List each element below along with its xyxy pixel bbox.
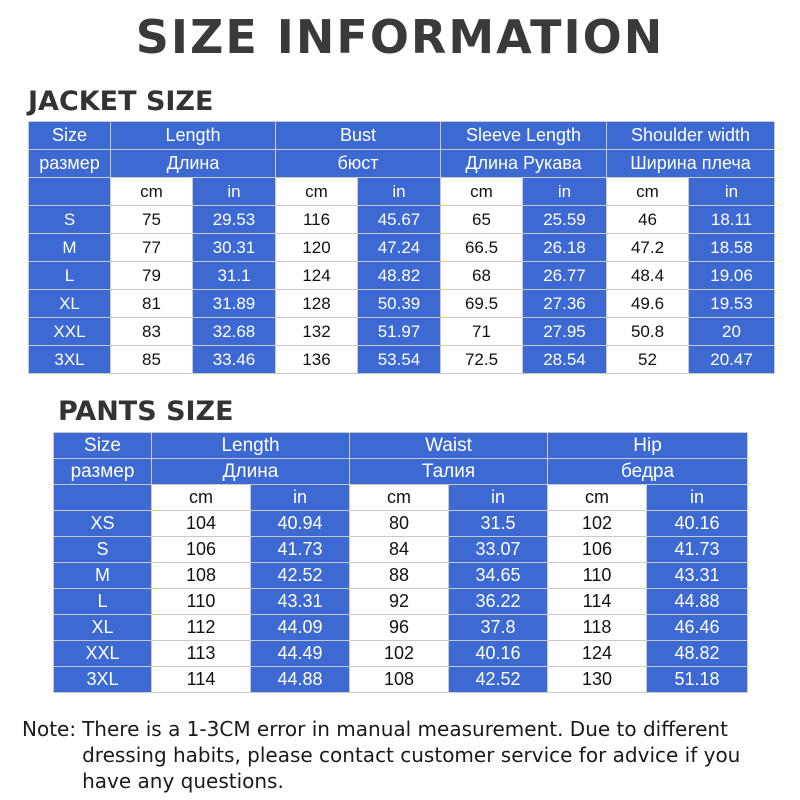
jacket-data-rows [29, 206, 775, 374]
value-cell: 92 [350, 589, 449, 615]
value-cell: 69.5 [441, 290, 523, 318]
note-label: Note: [22, 717, 77, 741]
note-text: There is a 1-3CM error in manual measurement. Due to different dressing habits, please contact customer service for advice if you have any questions. [82, 717, 741, 793]
header-cell: Sleeve Length [441, 122, 607, 150]
unit-cell: cm [607, 178, 689, 206]
size-label-cell: L [29, 262, 111, 290]
value-cell: 124 [276, 262, 358, 290]
value-cell: 50.8 [607, 318, 689, 346]
header-cell: Waist [350, 433, 548, 459]
value-cell: 48.82 [358, 262, 441, 290]
value-cell: 40.94 [251, 511, 350, 537]
value-cell: 124 [548, 641, 647, 667]
table-row [29, 318, 775, 346]
header-cell: Длина [152, 459, 350, 485]
value-cell: 75 [111, 206, 193, 234]
value-cell: 48.4 [607, 262, 689, 290]
value-cell: 49.6 [607, 290, 689, 318]
value-cell: 51.97 [358, 318, 441, 346]
size-label-cell: L [54, 589, 152, 615]
value-cell: 112 [152, 615, 251, 641]
value-cell: 72.5 [441, 346, 523, 374]
value-cell: 43.31 [647, 563, 748, 589]
value-cell: 51.18 [647, 667, 748, 693]
table-row [54, 641, 748, 667]
value-cell: 96 [350, 615, 449, 641]
header-cell: Shoulder width [607, 122, 775, 150]
value-cell: 26.18 [523, 234, 607, 262]
value-cell: 31.89 [193, 290, 276, 318]
value-cell: 106 [152, 537, 251, 563]
value-cell: 43.31 [251, 589, 350, 615]
value-cell: 114 [152, 667, 251, 693]
header-cell: Size [29, 122, 111, 150]
header-cell: Длина Рукава [441, 150, 607, 178]
header-cell: бюст [276, 150, 441, 178]
value-cell: 120 [276, 234, 358, 262]
size-label-cell: S [54, 537, 152, 563]
value-cell: 33.46 [193, 346, 276, 374]
size-label-cell: XL [29, 290, 111, 318]
header-cell: Талия [350, 459, 548, 485]
value-cell: 18.11 [689, 206, 775, 234]
value-cell: 42.52 [449, 667, 548, 693]
header-cell: Bust [276, 122, 441, 150]
jacket-header-en-row [29, 122, 775, 150]
header-cell: размер [29, 150, 111, 178]
value-cell: 104 [152, 511, 251, 537]
value-cell: 20.47 [689, 346, 775, 374]
unit-cell: cm [350, 485, 449, 511]
value-cell: 118 [548, 615, 647, 641]
value-cell: 36.22 [449, 589, 548, 615]
jacket-size-title: JACKET SIZE [28, 86, 214, 117]
value-cell: 33.07 [449, 537, 548, 563]
value-cell: 19.06 [689, 262, 775, 290]
value-cell: 34.65 [449, 563, 548, 589]
value-cell: 113 [152, 641, 251, 667]
value-cell: 46.46 [647, 615, 748, 641]
value-cell: 128 [276, 290, 358, 318]
table-row [29, 262, 775, 290]
jacket-header-ru-row [29, 150, 775, 178]
header-cell: Ширина плеча [607, 150, 775, 178]
value-cell: 79 [111, 262, 193, 290]
value-cell: 19.53 [689, 290, 775, 318]
value-cell: 20 [689, 318, 775, 346]
value-cell: 83 [111, 318, 193, 346]
pants-size-table [53, 432, 748, 693]
page-title: SIZE INFORMATION [135, 10, 665, 64]
value-cell: 37.8 [449, 615, 548, 641]
value-cell: 85 [111, 346, 193, 374]
value-cell: 68 [441, 262, 523, 290]
pants-header-en-row [54, 433, 748, 459]
size-label-cell: XL [54, 615, 152, 641]
value-cell: 28.54 [523, 346, 607, 374]
unit-cell: in [193, 178, 276, 206]
unit-cell: cm [152, 485, 251, 511]
header-cell: Длина [111, 150, 276, 178]
value-cell: 130 [548, 667, 647, 693]
empty-cell [54, 485, 152, 511]
value-cell: 106 [548, 537, 647, 563]
value-cell: 53.54 [358, 346, 441, 374]
value-cell: 32.68 [193, 318, 276, 346]
value-cell: 110 [152, 589, 251, 615]
value-cell: 41.73 [251, 537, 350, 563]
value-cell: 81 [111, 290, 193, 318]
value-cell: 132 [276, 318, 358, 346]
value-cell: 46 [607, 206, 689, 234]
value-cell: 30.31 [193, 234, 276, 262]
table-row [54, 667, 748, 693]
empty-cell [29, 178, 111, 206]
header-cell: Length [111, 122, 276, 150]
unit-cell: in [523, 178, 607, 206]
pants-data-rows [54, 511, 748, 693]
header-cell: Size [54, 433, 152, 459]
value-cell: 136 [276, 346, 358, 374]
unit-cell: in [449, 485, 548, 511]
value-cell: 44.09 [251, 615, 350, 641]
value-cell: 45.67 [358, 206, 441, 234]
value-cell: 31.5 [449, 511, 548, 537]
value-cell: 116 [276, 206, 358, 234]
value-cell: 18.58 [689, 234, 775, 262]
value-cell: 42.52 [251, 563, 350, 589]
value-cell: 44.88 [647, 589, 748, 615]
value-cell: 41.73 [647, 537, 748, 563]
pants-header-ru-row [54, 459, 748, 485]
table-row [54, 537, 748, 563]
unit-cell: in [689, 178, 775, 206]
table-row [29, 206, 775, 234]
value-cell: 108 [350, 667, 449, 693]
unit-cell: cm [441, 178, 523, 206]
unit-cell: in [251, 485, 350, 511]
jacket-units-row [29, 178, 775, 206]
size-label-cell: M [54, 563, 152, 589]
value-cell: 65 [441, 206, 523, 234]
value-cell: 27.95 [523, 318, 607, 346]
value-cell: 47.24 [358, 234, 441, 262]
header-cell: Length [152, 433, 350, 459]
pants-size-title: PANTS SIZE [58, 396, 234, 427]
value-cell: 102 [350, 641, 449, 667]
value-cell: 102 [548, 511, 647, 537]
value-cell: 44.49 [251, 641, 350, 667]
size-label-cell: XXL [29, 318, 111, 346]
table-row [54, 511, 748, 537]
unit-cell: cm [111, 178, 193, 206]
size-label-cell: S [29, 206, 111, 234]
size-label-cell: 3XL [29, 346, 111, 374]
table-row [29, 346, 775, 374]
size-label-cell: 3XL [54, 667, 152, 693]
table-row [54, 563, 748, 589]
header-cell: размер [54, 459, 152, 485]
value-cell: 27.36 [523, 290, 607, 318]
table-row [54, 589, 748, 615]
unit-cell: cm [276, 178, 358, 206]
value-cell: 80 [350, 511, 449, 537]
value-cell: 88 [350, 563, 449, 589]
size-label-cell: XXL [54, 641, 152, 667]
value-cell: 40.16 [449, 641, 548, 667]
header-cell: бедра [548, 459, 748, 485]
value-cell: 77 [111, 234, 193, 262]
size-label-cell: XS [54, 511, 152, 537]
table-row [29, 290, 775, 318]
header-cell: Hip [548, 433, 748, 459]
value-cell: 71 [441, 318, 523, 346]
value-cell: 25.59 [523, 206, 607, 234]
value-cell: 31.1 [193, 262, 276, 290]
value-cell: 84 [350, 537, 449, 563]
value-cell: 50.39 [358, 290, 441, 318]
table-row [54, 615, 748, 641]
measurement-note [22, 716, 782, 794]
value-cell: 40.16 [647, 511, 748, 537]
unit-cell: cm [548, 485, 647, 511]
value-cell: 47.2 [607, 234, 689, 262]
jacket-size-table [28, 121, 775, 374]
value-cell: 114 [548, 589, 647, 615]
value-cell: 44.88 [251, 667, 350, 693]
unit-cell: in [647, 485, 748, 511]
value-cell: 110 [548, 563, 647, 589]
unit-cell: in [358, 178, 441, 206]
pants-units-row [54, 485, 748, 511]
value-cell: 48.82 [647, 641, 748, 667]
size-label-cell: M [29, 234, 111, 262]
value-cell: 29.53 [193, 206, 276, 234]
value-cell: 52 [607, 346, 689, 374]
value-cell: 26.77 [523, 262, 607, 290]
value-cell: 66.5 [441, 234, 523, 262]
value-cell: 108 [152, 563, 251, 589]
table-row [29, 234, 775, 262]
